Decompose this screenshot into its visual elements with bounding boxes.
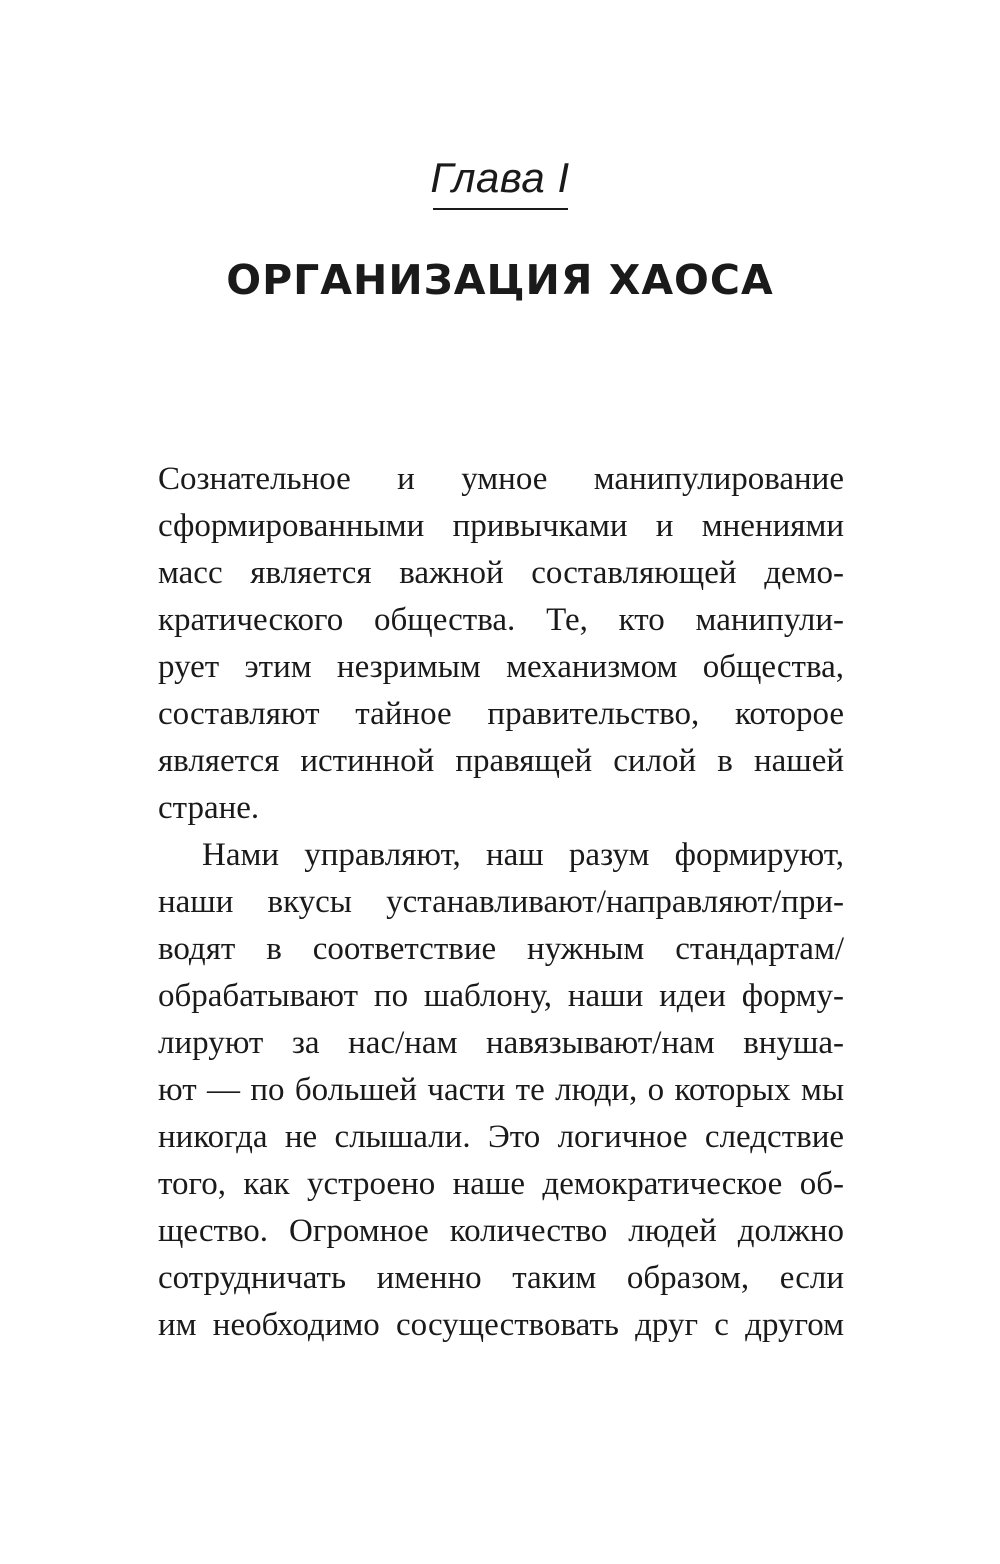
text-line: им необходимо сосуществовать друг с другом: [158, 1307, 844, 1343]
text-line: стране.: [158, 790, 260, 826]
text-line: лируют за нас/нам навязывают/нам внуша-: [158, 1025, 844, 1061]
text-line: кратического общества. Те, кто манипули-: [158, 602, 844, 638]
text-line: щество. Огромное количество людей должно: [158, 1213, 844, 1249]
text-line: водят в соответствие нужным стандартам/: [158, 931, 844, 967]
paragraph-2: [158, 832, 844, 1349]
text-line: является истинной правящей силой в нашей: [158, 743, 844, 779]
body-text: [158, 456, 844, 1349]
text-line: того, как устроено наше демократическое об-: [158, 1166, 844, 1202]
text-line: Нами управляют, наш разум формируют,: [202, 837, 844, 873]
text-line: сформированными привычками и мнениями: [158, 508, 844, 544]
text-line: Сознательное и умное манипулирование: [158, 461, 844, 497]
text-line: масс является важной составляющей демо-: [158, 555, 844, 591]
text-line: обрабатывают по шаблону, наши идеи форму-: [158, 978, 844, 1014]
text-line: ют — по большей части те люди, о которых мы: [158, 1072, 844, 1108]
text-line: рует этим незримым механизмом общества,: [158, 649, 844, 685]
text-line: наши вкусы устанавливают/направляют/при-: [158, 884, 844, 920]
text-line: составляют тайное правительство, которое: [158, 696, 844, 732]
chapter-title: ОРГАНИЗАЦИЯ ХАОСА: [226, 256, 774, 304]
chapter-underline: [433, 208, 568, 210]
text-line: сотрудничать именно таким образом, если: [158, 1260, 844, 1296]
text-line: никогда не слышали. Это логичное следствие: [158, 1119, 844, 1155]
chapter-label: Глава I: [430, 154, 570, 201]
paragraph-1: [158, 456, 844, 832]
